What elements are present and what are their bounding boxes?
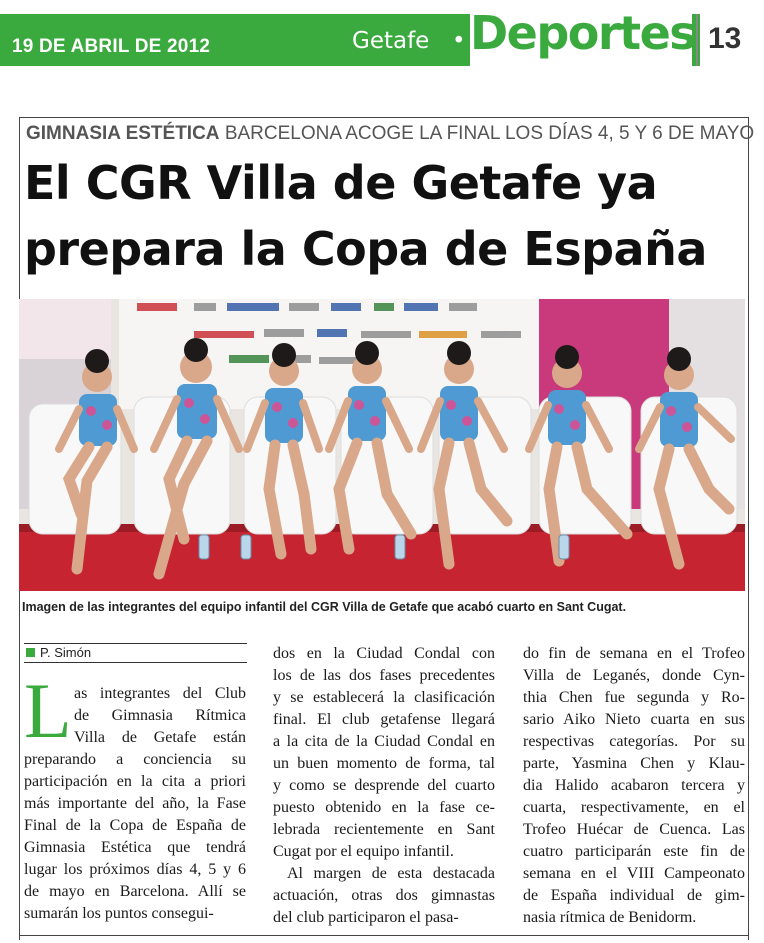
- body-text-line: sumarán los puntos consegui-: [24, 905, 214, 922]
- article-byline: P. Simón: [40, 645, 92, 660]
- body-text-line: de mayo en Barcelona. Allí se: [24, 883, 246, 900]
- body-text-line: nasia rítmica de Benidorm.: [523, 909, 697, 926]
- team-photo: [19, 299, 745, 591]
- body-text-line: Trofeo Huécar de Cuenca. Las: [523, 821, 745, 838]
- body-text-line: más importante del año, la Fase: [24, 795, 246, 812]
- body-text-line: do fin de semana en el Trofeo: [523, 645, 745, 662]
- article-headline: [24, 150, 744, 282]
- body-text-line: semana en el VIII Campeonato: [523, 865, 745, 882]
- body-column-2: [273, 643, 495, 929]
- body-text-line: Gimnasia Estética que tendrá: [24, 839, 246, 856]
- body-text-line: parte, Yasmina Chen y Klau-: [523, 755, 745, 772]
- body-text-line: final. El club getafense llegará: [273, 711, 495, 728]
- body-text-line: participación en la cita a priori: [24, 773, 246, 790]
- body-text-line: los de las dos fases precedentes: [273, 667, 495, 684]
- headline-line: prepara la Copa de España: [24, 222, 707, 276]
- body-text-line: Cugat por el equipo infantil.: [273, 843, 454, 860]
- body-text-line: Villa de Leganés, donde Cyn-: [523, 667, 745, 684]
- body-text-line: actuación, otras dos gimnastas: [273, 887, 495, 904]
- body-text-line: lebrada recientemente en Sant: [273, 821, 495, 838]
- body-text-line: Final de la Copa de España de: [24, 817, 246, 834]
- kicker-text: BARCELONA ACOGE LA FINAL LOS DÍAS 4, 5 Y 6 DE MAYO: [224, 123, 755, 144]
- section-title: Deportes: [470, 4, 692, 66]
- section-city: Getafe: [352, 28, 430, 54]
- body-text-line: respectivas categorías. Por su: [523, 733, 745, 750]
- drop-cap: L: [24, 667, 72, 754]
- body-text-line: a la cita de la Ciudad Condal en: [273, 733, 495, 750]
- headline-line: El CGR Villa de Getafe ya: [24, 156, 658, 210]
- body-text-line: puesto obtenido en la fase ce-: [273, 799, 495, 816]
- byline-rule: [24, 662, 247, 663]
- byline-rule: [24, 643, 247, 644]
- body-text-line: sario Aiko Nieto cuarta en sus: [523, 711, 745, 728]
- body-text-line: dos en la Ciudad Condal con: [273, 645, 495, 662]
- page-number: 13: [708, 22, 742, 55]
- body-text-line: dia Halido acabaron tercera y: [523, 777, 745, 794]
- body-text-line: de Gimnasia Rítmica: [74, 707, 246, 724]
- body-text-line: del club participaron el pasa-: [273, 909, 459, 926]
- body-text-line: y como se desprende del cuarto: [273, 777, 495, 794]
- bottom-rule: [19, 935, 749, 936]
- body-text-line: cuarta, respectivamente, en el: [523, 799, 745, 816]
- page-number-divider: [696, 14, 698, 66]
- team-photo-illustration: [19, 299, 745, 591]
- kicker-label: GIMNASIA ESTÉTICA: [26, 123, 220, 144]
- body-text-line: de España individual de gim-: [523, 887, 745, 904]
- body-text-line: Villa de Getafe están: [74, 729, 246, 746]
- byline-square-icon: [26, 648, 35, 657]
- photo-caption: Imagen de las integrantes del equipo infantil del CGR Villa de Getafe que acabó cuarto en Sant Cugat.: [22, 600, 627, 614]
- body-text-line: y se establecerá la clasificación: [273, 689, 495, 706]
- body-text-line: preparando a conciencia su: [24, 751, 246, 768]
- body-text-line: thia Chen fue segunda y Ro-: [523, 689, 745, 706]
- section-separator-dot: •: [452, 28, 466, 54]
- body-text-line: Al margen de esta destacada: [287, 865, 495, 882]
- body-text-line: lugar los próximos días 4, 5 y 6: [24, 861, 246, 878]
- body-text-line: as integrantes del Club: [74, 685, 246, 702]
- body-text-line: un buen momento de forma, tal: [273, 755, 495, 772]
- body-column-1: [24, 683, 246, 925]
- body-column-3: [523, 643, 745, 929]
- article-kicker: [26, 123, 755, 145]
- issue-date: 19 DE ABRIL DE 2012: [12, 36, 211, 57]
- body-text-line: cuatro participarán este fin de: [523, 843, 745, 860]
